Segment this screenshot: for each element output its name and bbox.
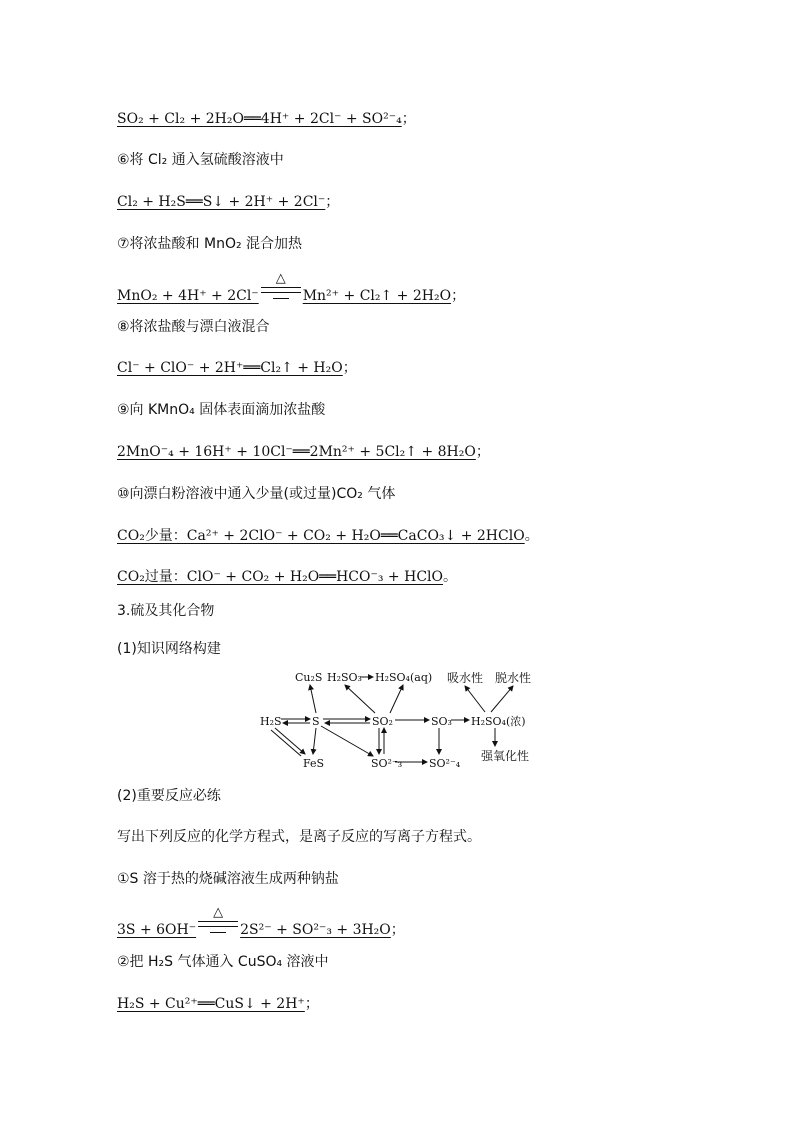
item-7-heading: ⑦将浓盐酸和 MnO₂ 混合加热 [117, 236, 303, 252]
node-so2: SO₂ [372, 715, 393, 728]
node-h2so4-aq: H₂SO₄(aq) [375, 671, 433, 684]
equation-co2-little: CO₂少量：Ca²⁺ + 2ClO⁻ + CO₂ + H₂O══CaCO₃↓ + 2HClO。 [117, 528, 539, 544]
node-h2so4-conc: H₂SO₄(浓) [471, 715, 526, 728]
subsection-knowledge-network: (1)知识网络构建 [117, 641, 221, 657]
equation-mno2-hcl: MnO₂ + 4H⁺ + 2Cl⁻ △ Mn²⁺ + Cl₂↑ + 2H₂O； [117, 271, 466, 304]
heating-condition-sign: △ [261, 276, 301, 306]
section-3-heading: 3.硫及其化合物 [117, 603, 215, 619]
node-s: S [312, 715, 320, 728]
question-2-heading: ②把 H₂S 气体通入 CuSO₄ 溶液中 [117, 954, 329, 970]
sulfur-network-diagram [255, 668, 545, 776]
node-cu2s: Cu₂S [295, 671, 323, 684]
node-fes: FeS [303, 757, 325, 770]
equation-cl-clo: Cl⁻ + ClO⁻ + 2H⁺══Cl₂↑ + H₂O； [117, 360, 357, 376]
label-dehydrating: 脱水性 [495, 671, 532, 685]
question-1-heading: ①S 溶于热的烧碱溶液生成两种钠盐 [117, 871, 339, 887]
node-so3-ion: SO²⁻₃ [371, 757, 403, 770]
equation-kmno4-hcl: 2MnO⁻₄ + 16H⁺ + 10Cl⁻══2Mn²⁺ + 5Cl₂↑ + 8H₂O； [117, 444, 490, 460]
node-h2so3: H₂SO₃ [327, 671, 362, 684]
node-so4-ion: SO²⁻₄ [429, 757, 461, 770]
equation-so2-cl2: SO₂ + Cl₂ + 2H₂O══4H⁺ + 2Cl⁻ + SO²⁻₄； [117, 111, 416, 127]
equation-co2-excess: CO₂过量：ClO⁻ + CO₂ + H₂O══HCO⁻₃ + HClO。 [117, 569, 457, 585]
item-10-heading: ⑩向漂白粉溶液中通入少量(或过量)CO₂ 气体 [117, 486, 396, 502]
label-hygroscopic: 吸水性 [447, 671, 484, 685]
equation-s-oh: 3S + 6OH⁻ △ 2S²⁻ + SO²⁻₃ + 3H₂O； [117, 905, 405, 938]
item-6-heading: ⑥将 Cl₂ 通入氢硫酸溶液中 [117, 152, 284, 168]
item-8-heading: ⑧将浓盐酸与漂白液混合 [117, 319, 270, 335]
node-h2s: H₂S [260, 715, 282, 728]
equation-h2s-cu: H₂S + Cu²⁺══CuS↓ + 2H⁺； [117, 996, 319, 1012]
subsection-key-reactions: (2)重要反应必练 [117, 788, 221, 804]
heating-condition-sign: △ [198, 910, 238, 940]
equation-cl2-h2s: Cl₂ + H₂S══S↓ + 2H⁺ + 2Cl⁻； [117, 194, 340, 210]
instruction-text: 写出下列反应的化学方程式，是离子反应的写离子方程式。 [117, 829, 481, 845]
item-9-heading: ⑨向 KMnO₄ 固体表面滴加浓盐酸 [117, 402, 326, 418]
node-so3: SO₃ [431, 715, 452, 728]
label-strong-oxidizing: 强氧化性 [481, 749, 530, 763]
